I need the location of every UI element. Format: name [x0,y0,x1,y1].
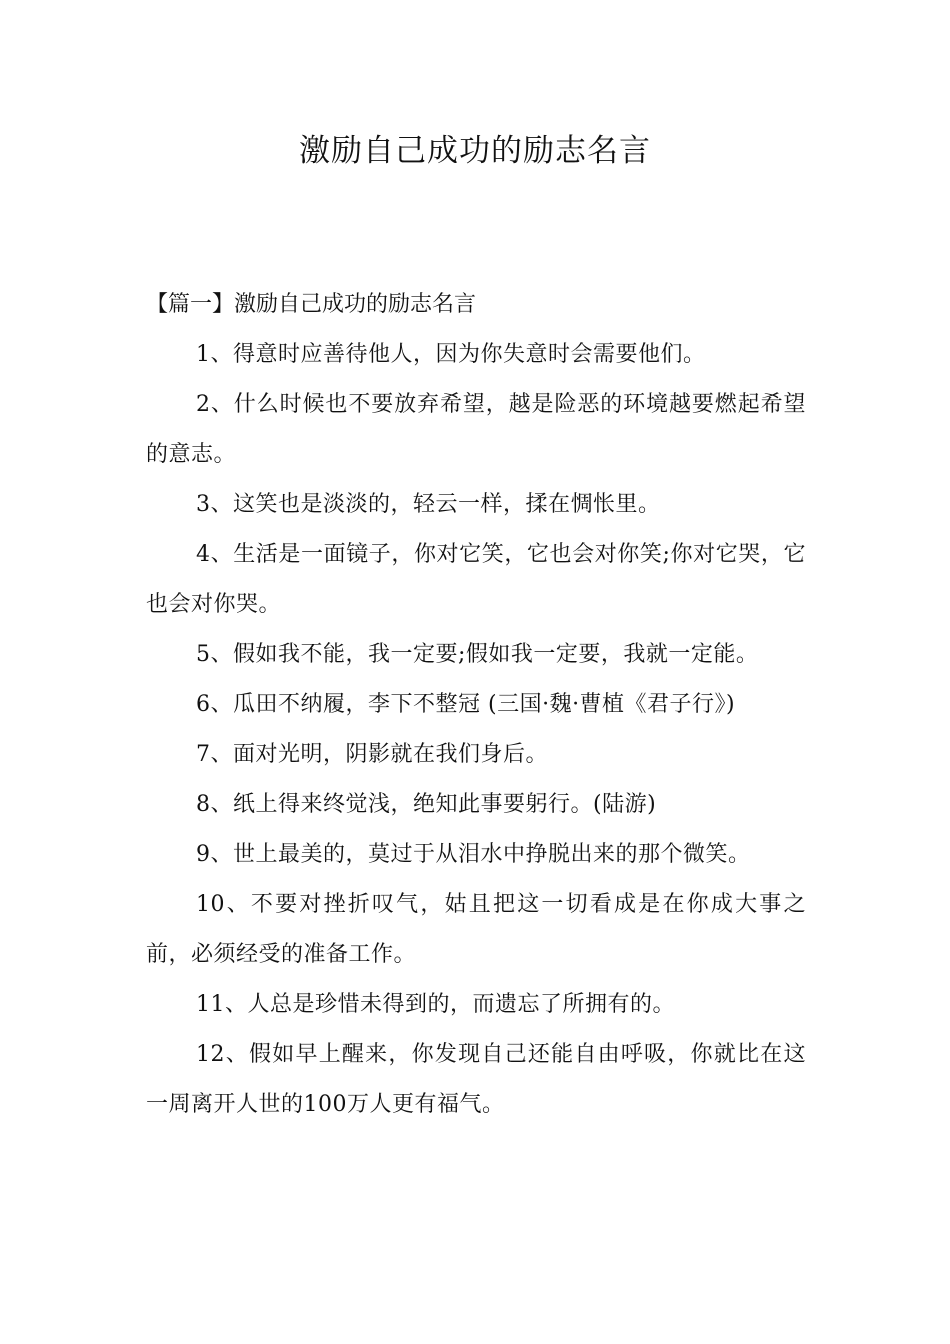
document-body [146,280,806,1130]
document-title: 激励自己成功的励志名言 [299,133,651,169]
quote-item: 3、这笑也是淡淡的，轻云一样，揉在惆怅里。 [196,492,661,517]
quote-item: 7、面对光明，阴影就在我们身后。 [196,742,548,767]
quote-item: 1、得意时应善待他人，因为你失意时会需要他们。 [196,342,706,367]
quote-item: 11、人总是珍惜未得到的，而遗忘了所拥有的。 [196,992,675,1017]
section-heading: 【篇一】激励自己成功的励志名言 [146,292,477,317]
quote-item: 9、世上最美的，莫过于从泪水中挣脱出来的那个微笑。 [196,842,751,867]
quote-item: 6、瓜田不纳履，李下不整冠 (三国·魏·曹植《君子行》) [196,692,736,717]
quote-item: 2、什么时候也不要放弃希望，越是险恶的环境越要燃起希望的意志。 [146,392,806,467]
quote-item: 5、假如我不能，我一定要;假如我一定要，我就一定能。 [196,642,759,667]
quote-item: 8、纸上得来终觉浅，绝知此事要躬行。(陆游) [196,792,657,817]
quote-item: 12、假如早上醒来，你发现自己还能自由呼吸，你就比在这一周离开人世的100万人更有福气。 [146,1042,806,1117]
quote-item: 4、生活是一面镜子，你对它笑，它也会对你笑;你对它哭，它也会对你哭。 [146,542,806,617]
quote-item: 10、不要对挫折叹气，姑且把这一切看成是在你成大事之前，必须经受的准备工作。 [146,892,806,967]
